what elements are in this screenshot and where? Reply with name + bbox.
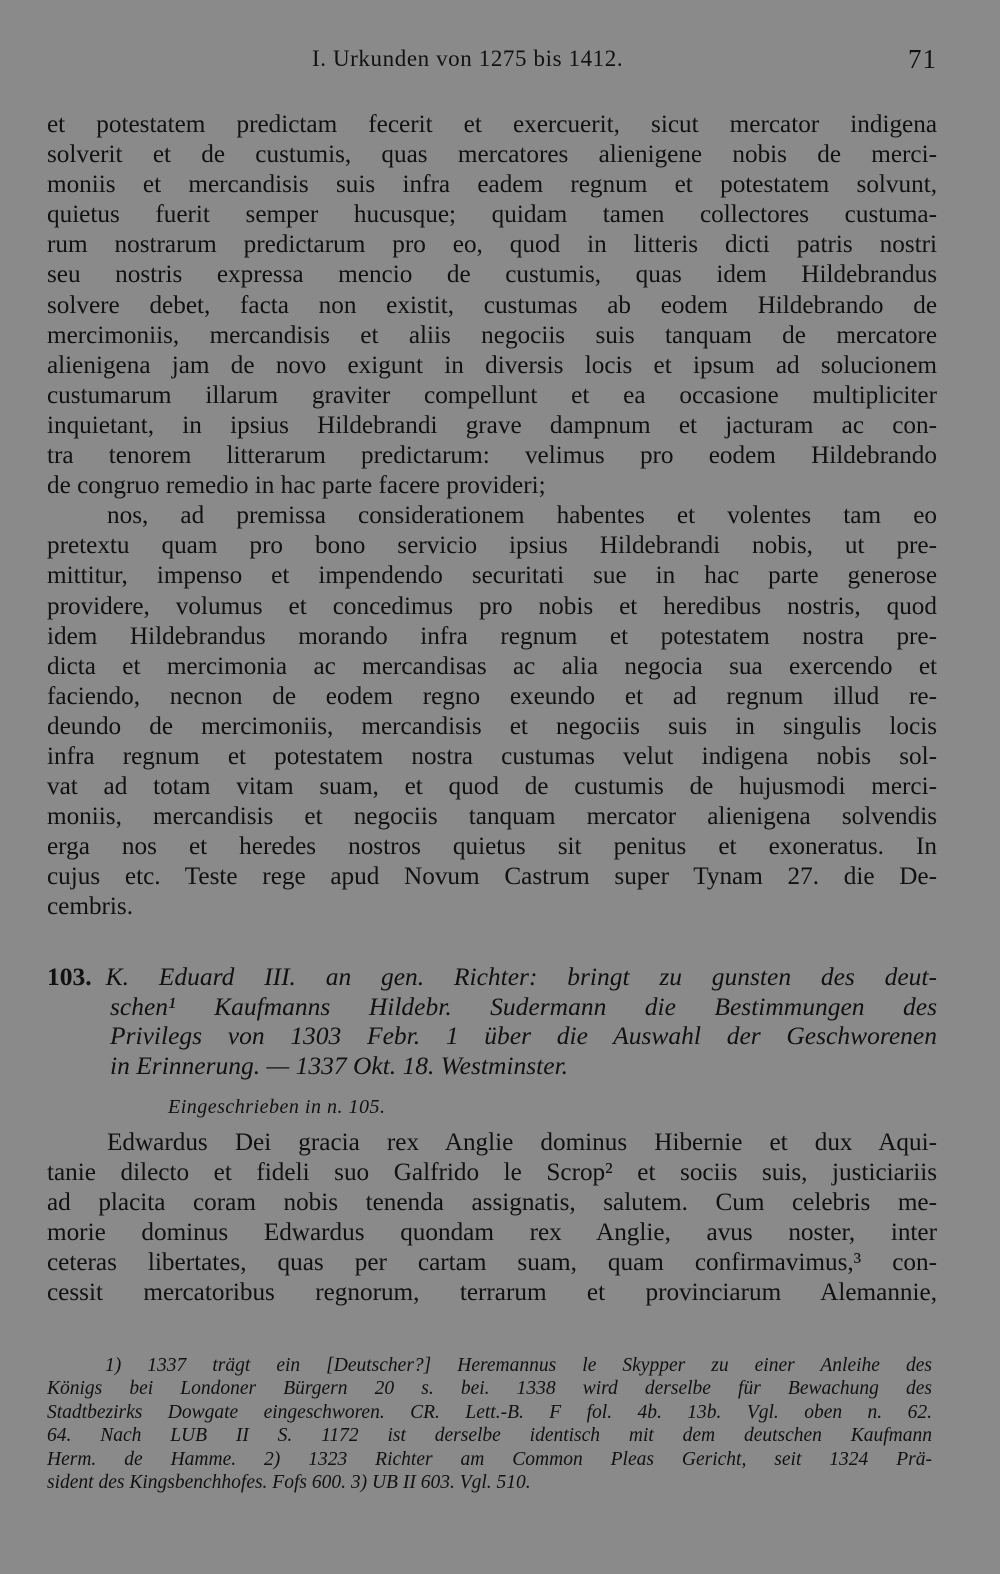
text-line: ceteras libertates, quas per cartam suam, quam confirmavimus,³ con- (47, 1249, 937, 1277)
text-line: nos, ad premissa considerationem habentes et volentes tam eo (107, 502, 937, 530)
text-line: et potestatem predictam fecerit et exercuerit, sicut mercator indigena (47, 111, 937, 138)
heading-line (47, 962, 937, 992)
continuation-paragraph (47, 110, 937, 923)
text-line: vat ad totam vitam suam, et quod de custumis de hujusmodi merci- (47, 773, 937, 801)
text-line: moniis et mercandisis suis infra eadem regnum et potestatem solvunt, (47, 171, 937, 199)
heading-text: K. Eduard III. an gen. Richter: bringt zu gunsten des deut- (105, 962, 937, 991)
running-head: I. Urkunden von 1275 bis 1412. (312, 46, 624, 71)
footnote-line: Königs bei Londoner Bürgern 20 s. bei. 1338 wird derselbe für Bewachung des (47, 1378, 932, 1400)
heading-line: in Erinnerung. — 1337 Okt. 18. Westminster. (110, 1050, 569, 1080)
text-line: custumarum illarum graviter compellunt et ea occasione multipliciter (47, 381, 937, 409)
text-line: cembris. (47, 893, 134, 921)
footnotes (47, 1354, 932, 1494)
text-line: seu nostris expressa mencio de custumis, quas idem Hildebrandus (47, 261, 937, 289)
text-line: ad placita coram nobis tenenda assignatis, salutem. Cum celebris me- (47, 1189, 937, 1217)
page-header (0, 44, 1000, 80)
text-line: pretextu quam pro bono servicio ipsius Hildebrandi nobis, ut pre- (47, 532, 937, 560)
text-line: idem Hildebrandus morando infra regnum et potestatem nostra pre- (47, 622, 937, 650)
page-number: 71 (908, 44, 937, 74)
text-line: mittitur, impenso et impendendo securitati sue in hac parte generose (47, 562, 937, 590)
text-line: deundo de mercimoniis, mercandisis et negociis suis in singulis locis (47, 712, 937, 740)
footnote-line: 64. Nach LUB II S. 1172 ist derselbe identisch mit dem deutschen Kaufmann (47, 1425, 932, 1447)
text-line: dicta et mercimonia ac mercandisas ac alia negocia sua exercendo et (47, 652, 937, 680)
heading-line: Privilegs von 1303 Febr. 1 über die Auswahl der Geschworenen (110, 1021, 937, 1050)
document-heading (47, 962, 937, 1080)
text-line: mercimoniis, mercandisis et aliis negociis suis tanquam de mercatore (47, 321, 937, 349)
text-line: cujus etc. Teste rege apud Novum Castrum super Tynam 27. die De- (47, 863, 937, 891)
heading-line: schen¹ Kaufmanns Hildebr. Sudermann die Bestimmungen des (110, 991, 937, 1021)
text-line: faciendo, necnon de eodem regno exeundo et ad regnum illud re- (47, 682, 937, 710)
footnote-line: Herm. de Hamme. 2) 1323 Richter am Common Pleas Gericht, seit 1324 Prä- (47, 1448, 932, 1470)
text-line: tra tenorem litterarum predictarum: velimus pro eodem Hildebrando (47, 442, 937, 470)
text-line: morie dominus Edwardus quondam rex Anglie, avus noster, inter (47, 1219, 937, 1247)
text-line: providere, volumus et concedimus pro nobis et heredibus nostris, quod (47, 592, 937, 620)
registration-note: Eingeschrieben in n. 105. (168, 1096, 386, 1118)
text-line: solverit et de custumis, quas mercatores alienigene nobis de merci- (47, 141, 937, 169)
text-line: tanie dilecto et fideli suo Galfrido le Scrop² et sociis suis, justiciariis (47, 1159, 937, 1187)
text-line: solvere debet, facta non existit, custumas ab eodem Hildebrando de (47, 291, 937, 319)
footnote-line: Stadtbezirks Dowgate eingeschworen. CR. Lett.-B. F fol. 4b. 13b. Vgl. oben n. 62. (47, 1401, 932, 1423)
text-line: quietus fuerit semper hucusque; quidam tamen collectores custuma- (47, 201, 937, 229)
text-line: de congruo remedio in hac parte facere provideri; (47, 472, 546, 500)
text-line: Edwardus Dei gracia rex Anglie dominus Hibernie et dux Aqui- (107, 1129, 937, 1156)
footnote-line: sident des Kingsbenchhofes. Fofs 600. 3) UB II 603. Vgl. 510. (47, 1471, 531, 1493)
document-number: 103. (47, 962, 92, 991)
text-line: rum nostrarum predictarum pro eo, quod in litteris dicti patris nostri (47, 231, 937, 259)
document-text (47, 1128, 937, 1309)
text-line: inquietant, in ipsius Hildebrandi grave dampnum et jacturam ac con- (47, 411, 937, 439)
text-line: erga nos et heredes nostros quietus sit penitus et exoneratus. In (47, 833, 937, 861)
text-line: cessit mercatoribus regnorum, terrarum et provinciarum Alemannie, (47, 1279, 937, 1307)
text-line: alienigena jam de novo exigunt in diversis locis et ipsum ad solucionem (47, 351, 937, 379)
footnote-line: 1) 1337 trägt ein [Deutscher?] Heremannus le Skypper zu einer Anleihe des (105, 1355, 932, 1376)
text-line: infra regnum et potestatem nostra custumas velut indigena nobis sol- (47, 742, 937, 770)
text-line: moniis, mercandisis et negociis tanquam mercator alienigena solvendis (47, 803, 937, 831)
